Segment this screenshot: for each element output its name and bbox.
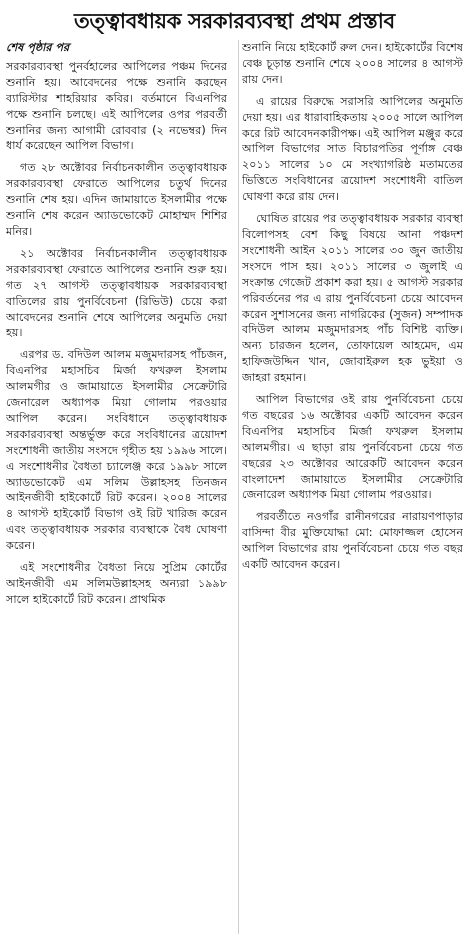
column-divider xyxy=(238,40,239,934)
paragraph: গত ২৮ অক্টোবর নির্বাচনকালীন তত্ত্বাবধায়ক সরকারব্যবস্থা ফেরাতে আপিলের চতুর্থ দিনের শুনানি শেষ হয়। এদিন জামায়াতে ইসলামীর পক্ষে শুনানি শেষ করেন অ্যাডভোকেট মোহাম্মদ শিশির মনির। xyxy=(6,161,227,238)
article-headline: তত্ত্বাবধায়ক সরকারব্যবস্থা প্রথম প্রস্তাব xyxy=(74,9,395,33)
left-column xyxy=(6,40,227,940)
paragraph: ঘোষিত রায়ের পর তত্ত্বাবধায়ক সরকার ব্যবস্থা বিলোপসহ বেশ কিছু বিষয়ে আনা পঞ্চদশ সংশোধনী আইন ২০১১ সালের ৩০ জুন জাতীয় সংসদে পাস হয়। ২০১১ সালের ৩ জুলাই এ সংক্রান্ত গেজেট প্রকাশ করা হয়। ৫ আগস্ট সরকার পরিবর্তনের পর এ রায় পুনর্বিবেচনা চেয়ে আবেদন করেন সুশাসনের জন্য নাগরিকের (সুজন) সম্পাদক বদিউল আলম মজুমদারসহ পাঁচ বিশিষ্ট ব্যক্তি। অন্য চারজন হলেন, তোফায়েল আহমেদ, এম হাফিজউদ্দিন খান, জোবাইরুল হক ভুইয়া ও জাহরা রহমান। xyxy=(242,212,463,385)
continued-from-label: শেষ পৃষ্ঠার পর xyxy=(6,41,70,54)
paragraph: এই সংশোধনীর বৈধতা নিয়ে সুপ্রিম কোর্টের আইনজীবী এম সলিমউল্লাহসহ অন্যরা ১৯৯৮ সালে হাইকোর্টে রিট করেন। প্রাথমিক xyxy=(6,561,227,606)
paragraph: এ রায়ের বিরুদ্ধে সরাসরি আপিলের অনুমতি দেয়া হয়। এর ধারাবাহিকতায় ২০০৫ সালে আপিল করে রিট আবেদনকারীপক্ষ। এই আপিল মঞ্জুর করে আপিল বিভাগের সাত বিচারপতির পূর্ণাঙ্গ বেঞ্চ ২০১১ সালের ১০ মে সংখ্যাগরিষ্ঠ মতামতের ভিত্তিতে সংবিধানের ত্রয়োদশ সংশোধনী বাতিল ঘোষণা করে রায় দেন। xyxy=(242,94,463,204)
paragraph: এরপর ড. বদিউল আলম মজুমদারসহ পাঁচজন, বিএনপির মহাসচিব মির্জা ফখরুল ইসলাম আলমগীর ও জামায়াতে ইসলামীর সেক্রেটারি জেনারেল অধ্যাপক মিয়া গোলাম পরওয়ার আপিল করেন। সংবিধানে তত্ত্বাবধায়ক সরকারব্যবস্থা অন্তর্ভুক্ত করে সংবিধানের ত্রয়োদশ সংশোধনী জাতীয় সংসদে গৃহীত হয় ১৯৯৬ সালে। এ সংশোধনীর বৈধতা চ্যালেঞ্জ করে ১৯৯৮ সালে অ্যাডভোকেট এম সলিম উল্লাহসহ তিনজন আইনজীবী হাইকোর্টে রিট করেন। ২০০৪ সালের ৪ আগস্ট হাইকোর্ট বিভাগ ওই রিট খারিজ করেন এবং তত্ত্বাবধায়ক সরকার ব্যবস্থাকে বৈধ ঘোষণা করেন। xyxy=(6,348,227,553)
paragraph: শুনানি নিয়ে হাইকোর্ট রুল দেন। হাইকোর্টের বিশেষ বেঞ্চ চূড়ান্ত শুনানি শেষে ২০০৪ সালের ৪ আগস্ট রায় দেন। xyxy=(242,41,463,86)
paragraph: পরবর্তীতে নওগাঁর রানীনগরের নারায়ণপাড়ার বাসিন্দা বীর মুক্তিযোদ্ধা মো: মোফাজ্জল হোসেন আপিল বিভাগের রায় পুনর্বিবেচনা চেয়ে গত বছর একটি আবেদন করেন। xyxy=(242,510,463,572)
right-column xyxy=(242,40,463,940)
paragraph: আপিল বিভাগের ওই রায় পুনর্বিবেচনা চেয়ে গত বছরের ১৬ অক্টোবর একটি আবেদন করেন বিএনপির মহাসচিব মির্জা ফখরুল ইসলাম আলমগীর। এ ছাড়া রায় পুনর্বিবেচনা চেয়ে গত বছরের ২৩ অক্টোবর আরেকটি আবেদন করেন বাংলাদেশ জামায়াতে ইসলামীর সেক্রেটারি জেনারেল অধ্যাপক মিয়া গোলাম পরওয়ার। xyxy=(242,393,463,502)
paragraph: সরকারব্যবস্থা পুনর্বহালের আপিলের পঞ্চম দিনের শুনানি হয়। আবেদনের পক্ষে শুনানি করছেন ব্যারিস্টার শাহরিয়ার কবির। বর্তমানে বিএনপির পক্ষে শুনানি চলছে। এই আপিলের ওপর পরবর্তী শুনানির জন্য আগামী রোববার (২ নভেম্বর) দিন ধার্য করেছেন আপিল বিভাগ। xyxy=(6,59,227,153)
paragraph: ২১ অক্টোবর নির্বাচনকালীন তত্ত্বাবধায়ক সরকারব্যবস্থা ফেরাতে আপিলের শুনানি শুরু হয়। গত ২৭ আগস্ট তত্ত্বাবধায়ক সরকারব্যবস্থা বাতিলের রায় পুনর্বিবেচনা (রিভিউ) চেয়ে করা আবেদনের শুনানি শেষে আপিলের অনুমতি দেয়া হয়। xyxy=(6,246,227,340)
article-body xyxy=(6,40,463,940)
